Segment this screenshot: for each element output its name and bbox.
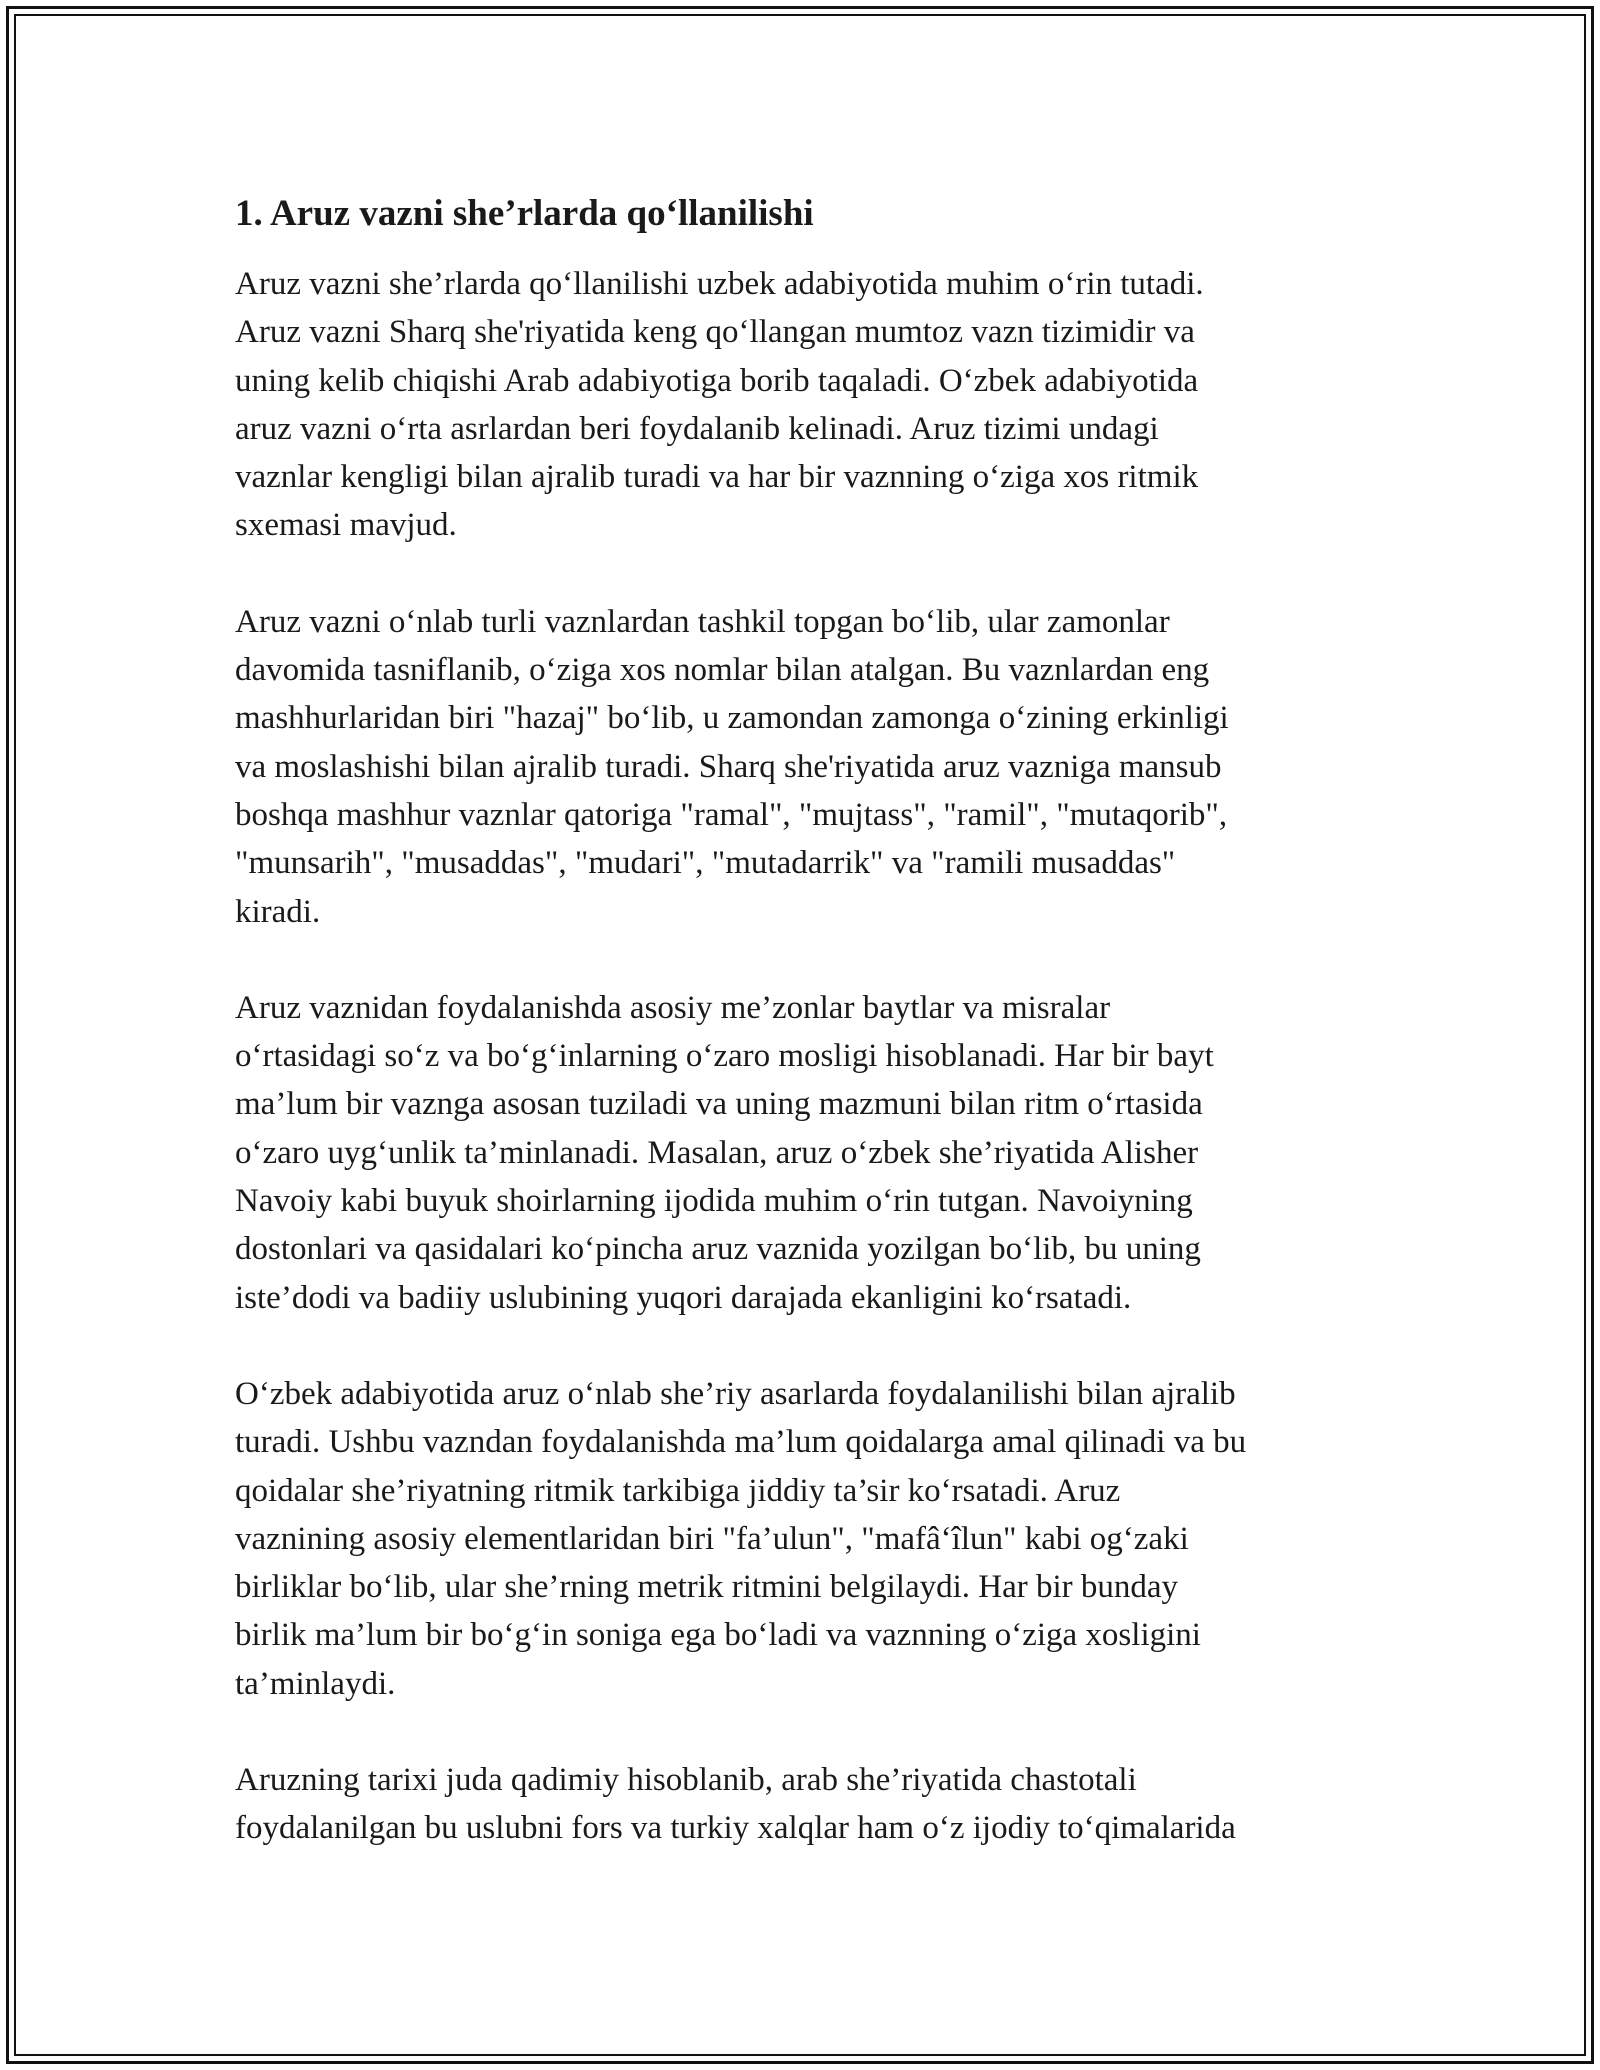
paragraph-5: Aruzning tarixi juda qadimiy hisoblanib, arab she’riyatida chastotali foydalanilgan bu uslubni fors va turkiy xalqlar ham o‘z ijodiy to‘qimalarida <box>235 1762 1236 1847</box>
paragraph-4: O‘zbek adabiyotida aruz o‘nlab she’riy asarlarda foydalanilishi bilan ajralib turadi. Ushbu vazndan foydalanishda ma’lum qoidalarga amal qilinadi va bu qoidalar she’riyatning ritmik tarkibiga jiddiy ta’sir ko‘rsatadi. Aruz vaznining asosiy elementlaridan biri "fa’ulun", "mafâ‘îlun" kabi og‘zaki birliklar bo‘lib, ular she’rning metrik ritmini belgilaydi. Har bir bunday birlik ma’lum bir bo‘g‘in soniga ega bo‘ladi va vaznning o‘ziga xosligini ta’minlaydi. <box>235 1375 1247 1702</box>
section-heading: 1. Aruz vazni she’rlarda qo‘llanilishi <box>235 193 814 234</box>
paragraph-3: Aruz vaznidan foydalanishda asosiy me’zonlar baytlar va misralar o‘rtasidagi so‘z va bo‘g‘inlarning o‘zaro mosligi hisoblanadi. Har bir bayt ma’lum bir vaznga asosan tuziladi va uning mazmuni bilan ritm o‘rtasida o‘zaro uyg‘unlik ta’minlanadi. Masalan, aruz o‘zbek she’riyatida Alisher Navoiy kabi buyuk shoirlarning ijodida muhim o‘rin tutgan. Navoiyning dostonlari va qasidalari ko‘pincha aruz vaznida yozilgan bo‘lib, bu uning iste’dodi va badiiy uslubining yuqori darajada ekanligini ko‘rsatadi. <box>235 989 1214 1316</box>
document-body <box>235 188 1365 1901</box>
paragraph-1: Aruz vazni she’rlarda qo‘llanilishi uzbek adabiyotida muhim o‘rin tutadi. Aruz vazni Sharq she'riyatida keng qo‘llangan mumtoz vazn tizimidir va uning kelib chiqishi Arab adabiyotiga borib taqaladi. O‘zbek adabiyotida aruz vazni o‘rta asrlardan beri foydalanib kelinadi. Aruz tizimi undagi vaznlar kengligi bilan ajralib turadi va har bir vaznning o‘ziga xos ritmik sxemasi mavjud. <box>235 266 1204 544</box>
paragraph-2: Aruz vazni o‘nlab turli vaznlardan tashkil topgan bo‘lib, ular zamonlar davomida tasniflanib, o‘ziga xos nomlar bilan atalgan. Bu vaznlardan eng mashhurlaridan biri "hazaj" bo‘lib, u zamondan zamonga o‘zining erkinligi va moslashishi bilan ajralib turadi. Sharq she'riyatida aruz vazniga mansub boshqa mashhur vaznlar qatoriga "ramal", "mujtass", "ramil", "mutaqorib", "munsarih", "musaddas", "mudari", "mutadarrik" va "ramili musaddas" kiradi. <box>235 603 1229 930</box>
